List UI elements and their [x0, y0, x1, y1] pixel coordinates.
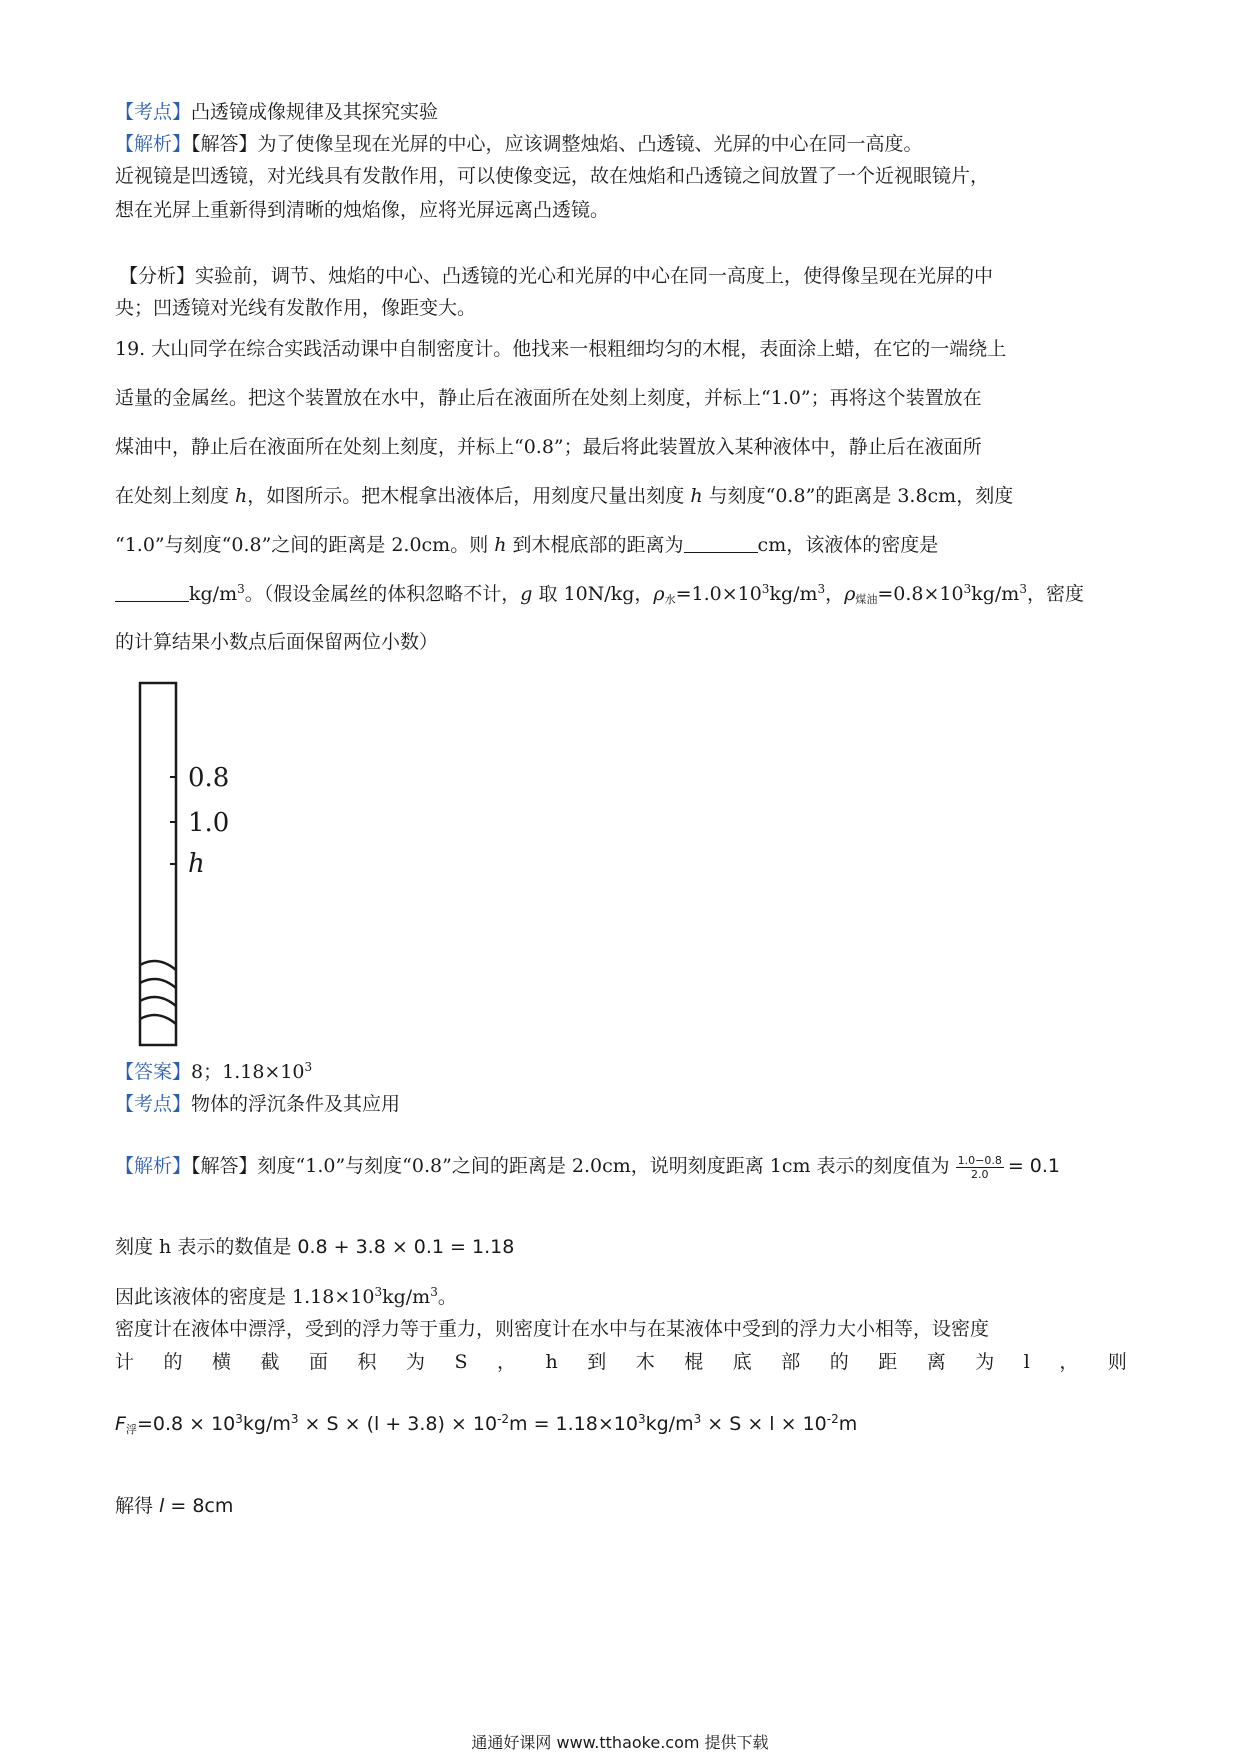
jieda-tag-2: 【解答】: [191, 1155, 258, 1177]
spread-char: 面: [309, 1351, 329, 1373]
spread-char: 棍: [684, 1351, 704, 1373]
q4-h: h: [235, 485, 248, 507]
q5-c: 到木棍底部的距离为: [506, 534, 684, 556]
daan-text: 8；1.18×10: [191, 1061, 305, 1083]
jiexi-tag: 【解析】: [115, 133, 192, 155]
jieda-text-3: 想在光屏上重新得到清晰的烛焰像，应将光屏远离凸透镜。: [115, 199, 610, 221]
q5-a: “1.0”与刻度“0.8”之间的距离是 2.0cm。则: [115, 534, 495, 556]
footer: 通通好课网 www.tthaoke.com 提供下载: [471, 1733, 769, 1752]
label-08: 0.8: [188, 763, 230, 793]
solve-l: l: [159, 1495, 165, 1517]
spread-char: h: [545, 1351, 558, 1373]
spread-char: 横: [212, 1351, 232, 1373]
kaodian-line-2: [115, 1090, 400, 1118]
solve-c: = 8cm: [164, 1495, 234, 1517]
spread-char: 为: [975, 1351, 995, 1373]
spread-char: 离: [926, 1351, 946, 1373]
q6-s: ，密度: [1026, 583, 1084, 605]
q6-h: =1.0×10: [675, 583, 762, 605]
density-a: 因此该液体的密度是 1.18×10: [115, 1286, 375, 1308]
fraction-result: = 0.1: [1007, 1155, 1061, 1177]
q6-q: kg/m: [971, 583, 1020, 605]
eq-d: 3: [290, 1412, 299, 1426]
spread-char: 部: [781, 1351, 801, 1373]
fraction-numerator: 1.0−0.8: [957, 1153, 1002, 1167]
q6-rho1: ρ: [653, 583, 665, 605]
spread-char: ，: [1059, 1351, 1079, 1373]
spread-char: l: [1023, 1351, 1030, 1373]
eq-j: 3: [693, 1412, 702, 1426]
q6-g: g: [520, 583, 533, 605]
density-e: 。: [437, 1286, 457, 1308]
eq-f: -2: [497, 1412, 510, 1426]
jieda-text-4: 刻度“1.0”与刻度“0.8”之间的距离是 2.0cm，说明刻度距离 1cm 表示的刻度值为: [257, 1155, 950, 1177]
answer-blank-2[interactable]: [115, 583, 189, 602]
eq-k: × S × l × 10: [701, 1413, 827, 1435]
q6-rho2: ρ: [844, 583, 856, 605]
spread-char: 距: [878, 1351, 898, 1373]
scale-h-text: 刻度 h 表示的数值是: [115, 1236, 298, 1258]
kaodian-text-2: 物体的浮沉条件及其应用: [191, 1093, 401, 1115]
q6-c: 。（假设金属丝的体积忽略不计，: [244, 583, 521, 605]
kaodian-tag-2: 【考点】: [115, 1093, 192, 1115]
eq-c: kg/m: [242, 1413, 291, 1435]
q4-e: 与刻度“0.8”的距离是 3.8cm，刻度: [702, 485, 1014, 507]
q4-a: 在处刻上刻度: [115, 485, 236, 507]
solve-line: [115, 1492, 233, 1520]
q4-h2: h: [690, 485, 703, 507]
question-number: 19.: [115, 338, 146, 360]
kaodian-line-1: [115, 98, 438, 126]
question-line-6: [115, 580, 1084, 608]
jieda-text-2: 近视镜是凹透镜，对光线具有发散作用，可以使像变远，故在烛焰和凸透镜之间放置了一个近视眼镜片，: [115, 165, 990, 187]
eq-g: m = 1.18×10: [509, 1413, 638, 1435]
kaodian-tag: 【考点】: [115, 101, 192, 123]
label-h: h: [188, 849, 205, 879]
q6-sup5: 3: [1019, 582, 1027, 596]
q6-sup1: 3: [237, 582, 245, 596]
q5-d: cm，该液体的密度是: [757, 534, 939, 556]
eq-b: 3: [235, 1412, 243, 1426]
eq-m: m: [838, 1413, 858, 1435]
eq-a: =0.8 × 10: [136, 1413, 236, 1435]
q6-sup3: 3: [817, 582, 826, 596]
fraction-denominator: 2.0: [970, 1167, 989, 1181]
daan-sup: 3: [304, 1060, 313, 1074]
q6-sup2: 3: [761, 582, 770, 596]
eq-h: 3: [637, 1412, 646, 1426]
daan-tag: 【答案】: [115, 1061, 192, 1083]
q6-o: =0.8×10: [877, 583, 964, 605]
question-text-2: 适量的金属丝。把这个装置放在水中，静止后在液面所在处刻上刻度，并标上“1.0”；再将这个装置放在: [115, 387, 982, 409]
question-text-1: 大山同学在综合实践活动课中自制密度计。他找来一根粗细均匀的木棍，表面涂上蜡，在它的一端绕上: [151, 338, 1007, 360]
q6-e: 取 10N/kg，: [532, 583, 654, 605]
spread-line: [115, 1348, 1127, 1376]
eq-l: -2: [826, 1412, 839, 1426]
eq-F: F: [115, 1413, 126, 1435]
density-sup2: 3: [430, 1285, 438, 1299]
jiexi-line-1: [115, 130, 923, 158]
spread-char: 的: [829, 1351, 849, 1373]
solve-a: 解得: [115, 1495, 160, 1517]
fenxi-line-1: [119, 262, 993, 290]
q4-c: ，如图所示。把木棍拿出液体后，用刻度尺量出刻度: [247, 485, 691, 507]
density-c: kg/m: [382, 1286, 431, 1308]
question-line-1: [115, 335, 1006, 363]
fenxi-text-2: 央；凹透镜对光线有发散作用，像距变大。: [115, 297, 477, 319]
eq-e: × S × (l + 3.8) × 10: [298, 1413, 498, 1435]
buoyancy-equation: [115, 1410, 857, 1438]
q6-sub-water: 水: [664, 593, 676, 606]
scale-h-math: 0.8 + 3.8 × 0.1 = 1.18: [297, 1236, 515, 1258]
spread-char: 积: [357, 1351, 377, 1373]
fenxi-tag: 【分析】: [119, 265, 196, 287]
question-text-7: 的计算结果小数点后面保留两位小数）: [115, 631, 439, 653]
spread-char: 为: [406, 1351, 426, 1373]
spread-char: 底: [732, 1351, 752, 1373]
daan-line: [115, 1058, 312, 1086]
q5-h: h: [494, 534, 507, 556]
spread-char: 到: [587, 1351, 607, 1373]
density-sup1: 3: [374, 1285, 383, 1299]
spread-char: 计: [115, 1351, 135, 1373]
scale-h-line: [115, 1233, 514, 1261]
density-meter-figure: [130, 680, 270, 1050]
label-10: 1.0: [188, 808, 230, 838]
spread-char: ，: [497, 1351, 517, 1373]
question-line-5: [115, 531, 938, 559]
fenxi-text-1: 实验前，调节、烛焰的中心、凸透镜的光心和光屏的中心在同一高度上，使得像呈现在光屏的中: [195, 265, 994, 287]
q6-a: kg/m: [189, 583, 238, 605]
spread-char: 则: [1107, 1351, 1127, 1373]
question-line-4: [115, 482, 1013, 510]
jiexi-line-2: [115, 1152, 1060, 1181]
scale-fraction: [956, 1154, 1004, 1181]
spread-char: 的: [163, 1351, 183, 1373]
jieda-text-1: 为了使像呈现在光屏的中心，应该调整烛焰、凸透镜、光屏的中心在同一高度。: [257, 133, 923, 155]
q6-sub-kerosene: 煤油: [855, 593, 878, 606]
eq-sub: 浮: [125, 1423, 137, 1436]
float-text: 密度计在液体中漂浮，受到的浮力等于重力，则密度计在水中与在某液体中受到的浮力大小相等，设密度: [115, 1318, 990, 1340]
q6-l: ，: [825, 583, 845, 605]
q6-sup4: 3: [963, 582, 972, 596]
answer-blank-1[interactable]: [684, 534, 758, 553]
jiexi-tag-2: 【解析】: [115, 1155, 192, 1177]
spread-char: S: [454, 1351, 468, 1373]
spread-char: 截: [260, 1351, 280, 1373]
q6-j: kg/m: [769, 583, 818, 605]
question-text-3: 煤油中，静止后在液面所在处刻上刻度，并标上“0.8”；最后将此装置放入某种液体中，静止后在液面所: [115, 436, 982, 458]
jieda-tag: 【解答】: [191, 133, 258, 155]
spread-char: 木: [635, 1351, 655, 1373]
metal-wire-coil: [140, 961, 176, 1024]
kaodian-text: 凸透镜成像规律及其探究实验: [191, 101, 439, 123]
density-line: [115, 1283, 457, 1311]
eq-i: kg/m: [645, 1413, 694, 1435]
